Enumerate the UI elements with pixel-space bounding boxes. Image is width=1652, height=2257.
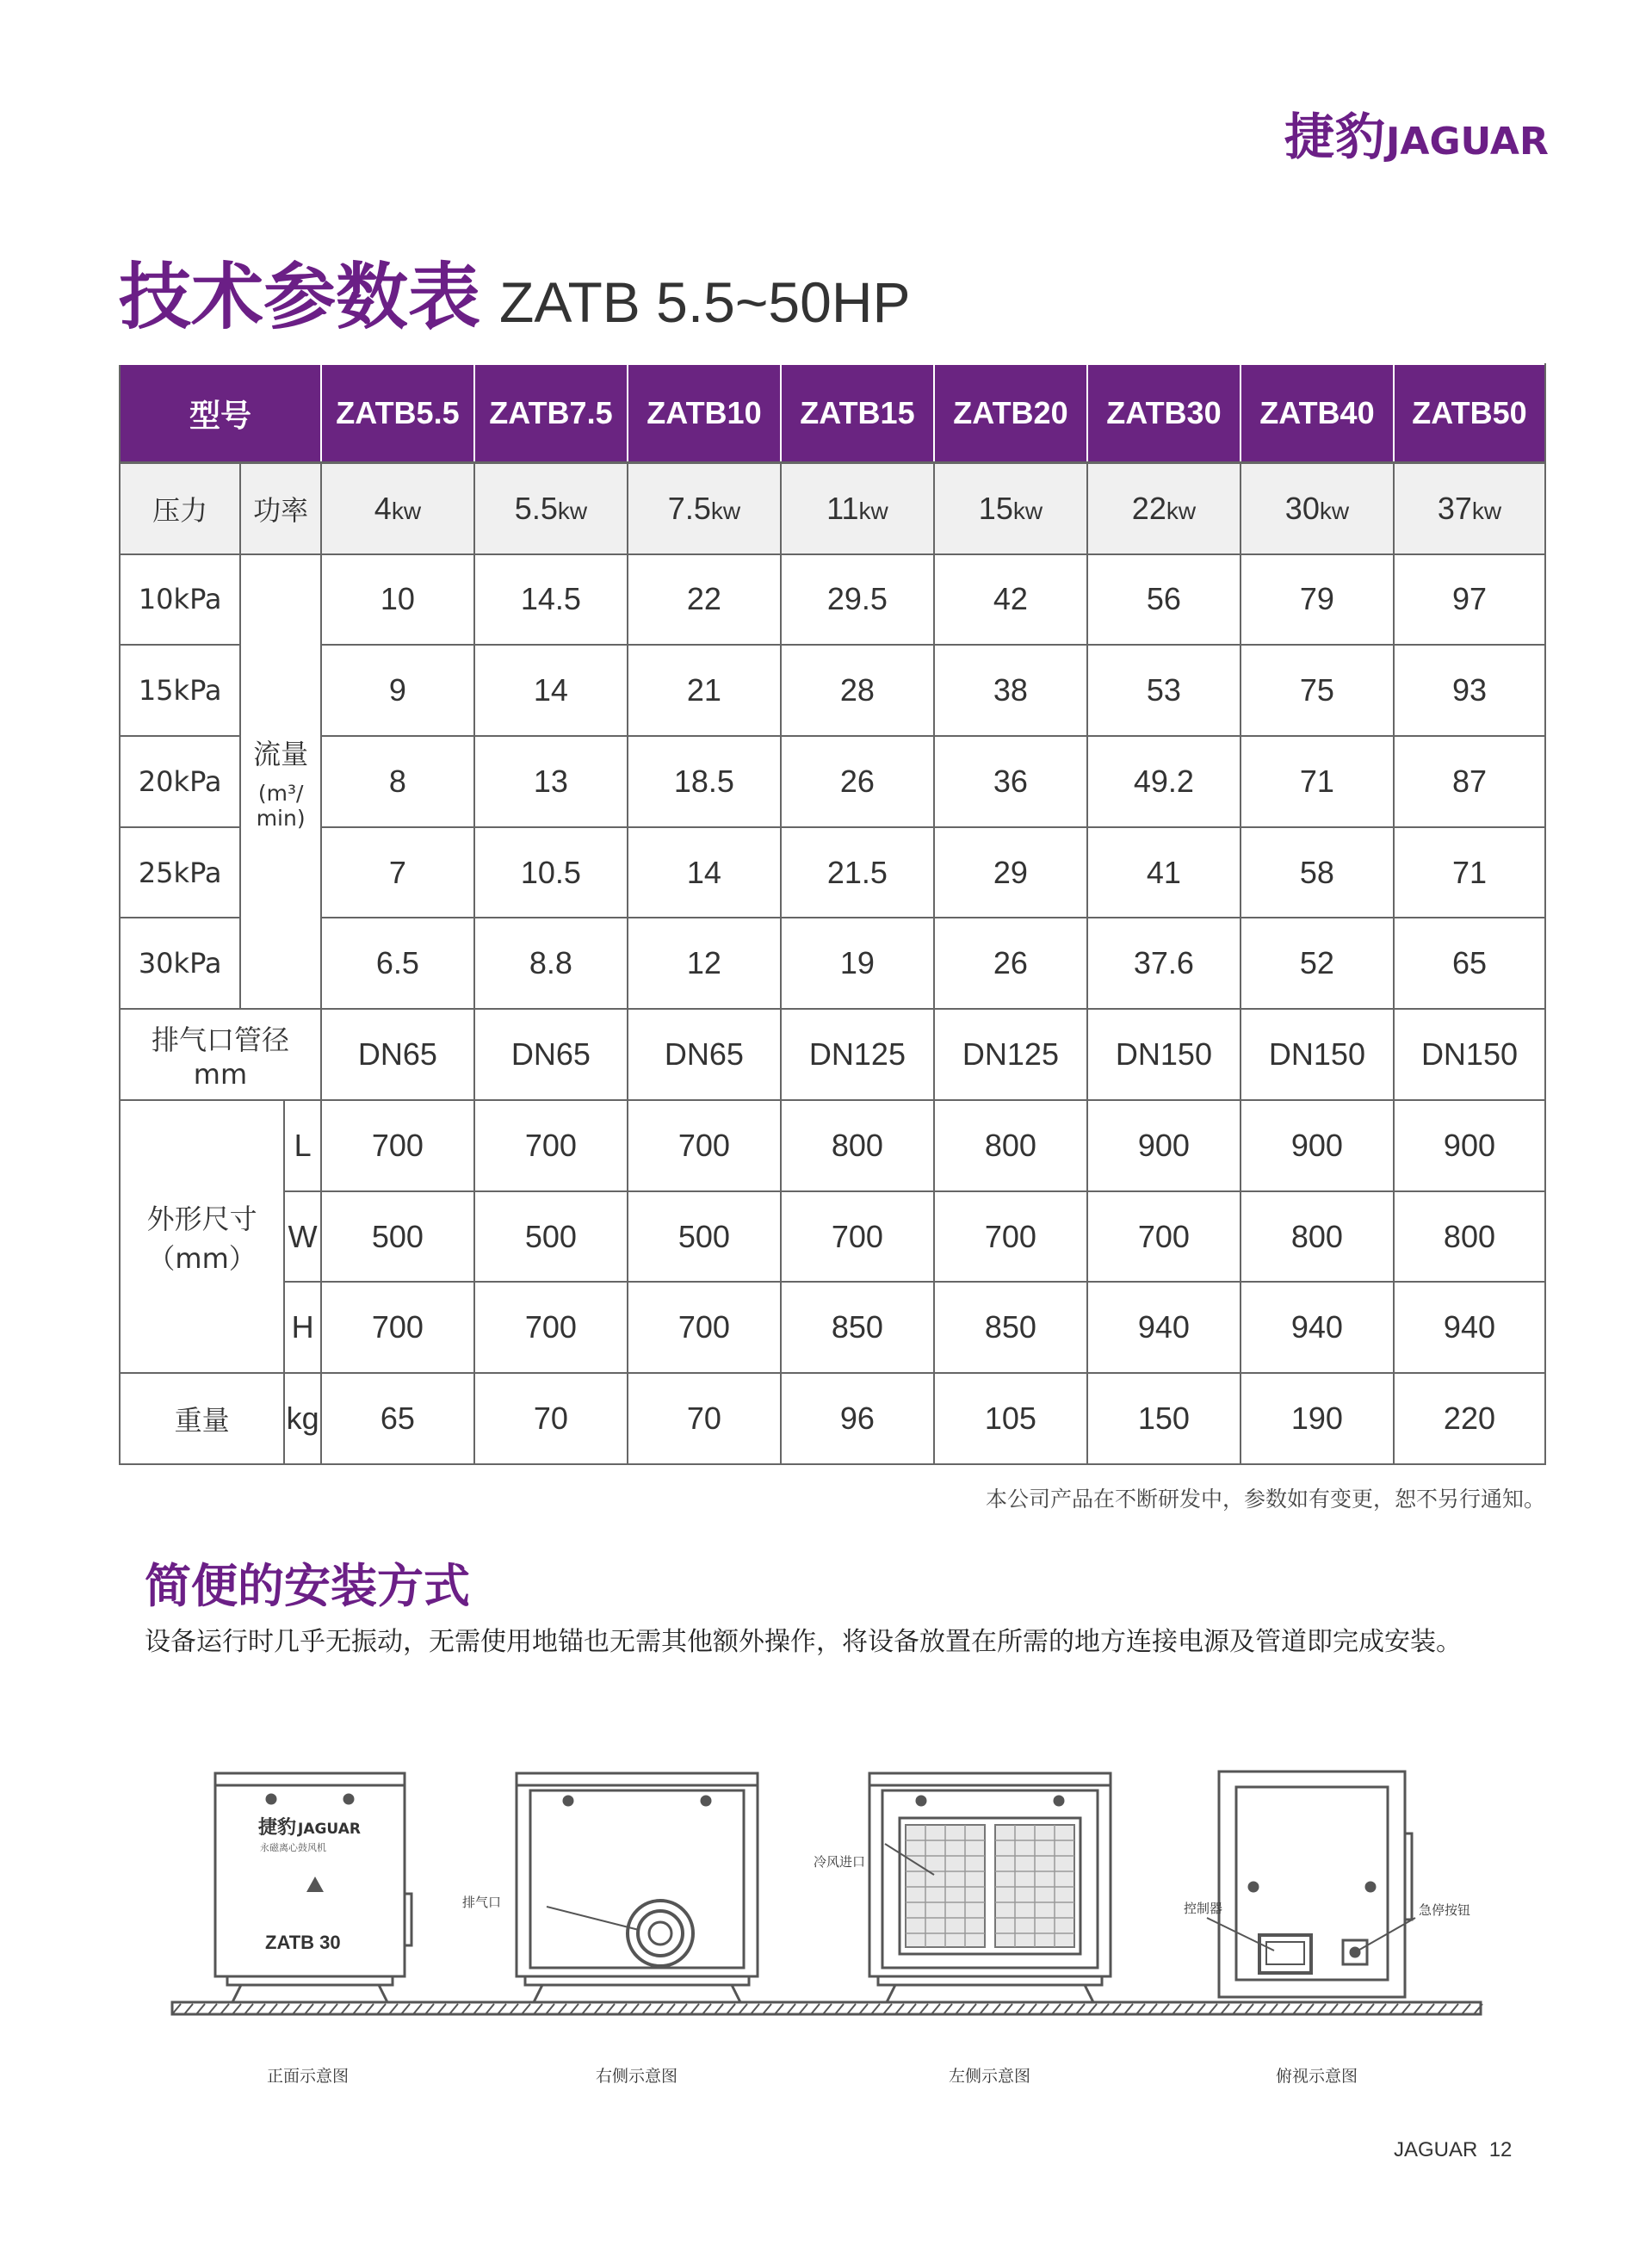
flow-cell: 53 — [1087, 645, 1241, 736]
brand-logo-cn: 捷豹 — [1284, 108, 1387, 166]
dim-cell: 700 — [934, 1191, 1087, 1283]
weight-unit: kg — [284, 1373, 321, 1464]
flow-cell: 71 — [1241, 736, 1394, 827]
right-callout: 排气口 — [462, 1895, 502, 1910]
outlet-label: 排气口管径 mm — [120, 1009, 321, 1100]
install-title: 简便的安装方式 — [145, 1559, 470, 1613]
dim-cell: 940 — [1394, 1282, 1545, 1373]
power-cell: 11kw — [781, 463, 934, 554]
power-cell: 30kw — [1241, 463, 1394, 554]
flow-label: 流量 — [253, 737, 309, 770]
flow-unit: (m³/ min) — [256, 780, 306, 831]
front-model-label: ZATB 30 — [265, 1932, 341, 1953]
flow-cell: 42 — [934, 554, 1087, 646]
flow-cell: 49.2 — [1087, 736, 1241, 827]
dim-cell: 800 — [934, 1100, 1087, 1191]
dim-cell: 700 — [781, 1191, 934, 1283]
flow-cell: 10 — [321, 554, 474, 646]
dim-cell: 700 — [628, 1100, 781, 1191]
outlet-cell: DN65 — [321, 1009, 474, 1100]
spec-table — [119, 363, 1546, 1465]
outlet-cell: DN125 — [934, 1009, 1087, 1100]
outlet-cell: DN65 — [628, 1009, 781, 1100]
pressure-cell: 25kPa — [120, 827, 240, 918]
left-caption: 左侧示意图 — [949, 2067, 1031, 2086]
flow-cell: 26 — [781, 736, 934, 827]
model-header: ZATB5.5 — [321, 364, 474, 463]
dim-axis: L — [284, 1100, 321, 1191]
flow-cell: 14.5 — [474, 554, 628, 646]
dim-cell: 700 — [474, 1282, 628, 1373]
dim-cell: 940 — [1241, 1282, 1394, 1373]
front-tagline: 永磁离心鼓风机 — [260, 1842, 326, 1853]
flow-cell: 79 — [1241, 554, 1394, 646]
dim-row — [120, 1282, 1545, 1373]
dim-cell: 800 — [1241, 1191, 1394, 1283]
flow-cell: 29.5 — [781, 554, 934, 646]
dim-cell: 700 — [474, 1100, 628, 1191]
weight-cell: 150 — [1087, 1373, 1241, 1464]
flow-cell: 58 — [1241, 827, 1394, 918]
model-header: ZATB7.5 — [474, 364, 628, 463]
flow-row — [120, 827, 1545, 918]
front-caption: 正面示意图 — [267, 2067, 350, 2086]
right-caption: 右侧示意图 — [596, 2067, 678, 2086]
dim-cell: 700 — [321, 1282, 474, 1373]
page-title — [119, 239, 911, 343]
dim-axis: W — [284, 1191, 321, 1283]
power-cell: 22kw — [1087, 463, 1241, 554]
dim-cell: 700 — [1087, 1191, 1241, 1283]
dim-cell: 700 — [321, 1100, 474, 1191]
dim-cell: 700 — [628, 1282, 781, 1373]
brand-logo-en: JAGUAR — [1386, 120, 1549, 164]
dim-cell: 500 — [474, 1191, 628, 1283]
model-header: ZATB20 — [934, 364, 1087, 463]
left-callout: 冷风进口 — [814, 1854, 866, 1870]
ground-line — [172, 2002, 1481, 2014]
dim-row — [120, 1100, 1545, 1191]
page-title-sub: ZATB 5.5~50HP — [499, 270, 911, 334]
flow-cell: 14 — [474, 645, 628, 736]
flow-cell: 65 — [1394, 918, 1545, 1009]
top-view-diagram — [1207, 1772, 1415, 1997]
weight-cell: 70 — [474, 1373, 628, 1464]
power-cell: 7.5kw — [628, 463, 781, 554]
outlet-row — [120, 1009, 1545, 1100]
right-view-diagram — [517, 1773, 758, 2002]
flow-row — [120, 554, 1545, 646]
flow-cell: 6.5 — [321, 918, 474, 1009]
dim-cell: 900 — [1241, 1100, 1394, 1191]
flow-cell: 52 — [1241, 918, 1394, 1009]
footer-brand: JAGUAR — [1394, 2138, 1478, 2161]
install-description: 设备运行时几乎无振动，无需使用地锚也无需其他额外操作，将设备放置在所需的地方连接电源及管道即完成安装。 — [145, 1627, 1462, 1657]
weight-cell: 96 — [781, 1373, 934, 1464]
dim-cell: 800 — [1394, 1191, 1545, 1283]
flow-cell: 93 — [1394, 645, 1545, 736]
top-callout-right: 急停按钮 — [1419, 1902, 1471, 1918]
flow-cell: 8.8 — [474, 918, 628, 1009]
model-header: ZATB10 — [628, 364, 781, 463]
pressure-cell: 20kPa — [120, 736, 240, 827]
weight-label: 重量 — [120, 1373, 284, 1464]
model-header: ZATB50 — [1394, 364, 1545, 463]
dim-cell: 500 — [321, 1191, 474, 1283]
outlet-cell: DN150 — [1394, 1009, 1545, 1100]
outlet-cell: DN150 — [1241, 1009, 1394, 1100]
flow-cell: 8 — [321, 736, 474, 827]
weight-cell: 105 — [934, 1373, 1087, 1464]
front-brand-cn: 捷豹 — [258, 1817, 297, 1839]
weight-cell: 65 — [321, 1373, 474, 1464]
flow-cell: 13 — [474, 736, 628, 827]
disclaimer-note: 本公司产品在不断研发中，参数如有变更，恕不另行通知。 — [985, 1487, 1545, 1512]
installation-diagrams — [155, 1747, 1498, 2109]
power-cell: 5.5kw — [474, 463, 628, 554]
flow-row — [120, 736, 1545, 827]
page-footer — [1394, 2138, 1512, 2162]
dim-axis: H — [284, 1282, 321, 1373]
dim-cell: 900 — [1087, 1100, 1241, 1191]
model-header: ZATB30 — [1087, 364, 1241, 463]
front-brand-en: JAGUAR — [298, 1821, 361, 1838]
dim-cell: 500 — [628, 1191, 781, 1283]
dim-row — [120, 1191, 1545, 1283]
flow-cell: 38 — [934, 645, 1087, 736]
weight-cell: 70 — [628, 1373, 781, 1464]
flow-cell: 10.5 — [474, 827, 628, 918]
power-row — [120, 463, 1545, 554]
page-title-cn: 技术参数表 — [119, 255, 481, 339]
brand-logo — [1284, 96, 1549, 169]
pressure-cell: 10kPa — [120, 554, 240, 646]
flow-cell: 21.5 — [781, 827, 934, 918]
flow-cell: 56 — [1087, 554, 1241, 646]
flow-cell: 18.5 — [628, 736, 781, 827]
pressure-cell: 30kPa — [120, 918, 240, 1009]
flow-cell: 22 — [628, 554, 781, 646]
pressure-cell: 15kPa — [120, 645, 240, 736]
power-cell: 4kw — [321, 463, 474, 554]
outlet-cell: DN125 — [781, 1009, 934, 1100]
power-cell: 15kw — [934, 463, 1087, 554]
flow-cell: 36 — [934, 736, 1087, 827]
flow-row — [120, 918, 1545, 1009]
flow-cell: 14 — [628, 827, 781, 918]
dim-label-cell — [120, 1100, 284, 1373]
flow-cell: 19 — [781, 918, 934, 1009]
flow-cell: 87 — [1394, 736, 1545, 827]
header-label: 型号 — [120, 364, 321, 463]
flow-cell: 21 — [628, 645, 781, 736]
model-header: ZATB40 — [1241, 364, 1394, 463]
page-number: 12 — [1488, 2138, 1513, 2161]
flow-cell: 71 — [1394, 827, 1545, 918]
left-view-diagram — [869, 1773, 1111, 2002]
dim-cell: 850 — [934, 1282, 1087, 1373]
flow-cell: 75 — [1241, 645, 1394, 736]
table-header-row — [120, 364, 1545, 463]
top-caption: 俯视示意图 — [1276, 2067, 1358, 2086]
dim-label: 外形尺寸 — [146, 1202, 257, 1235]
weight-cell: 190 — [1241, 1373, 1394, 1464]
dim-cell: 940 — [1087, 1282, 1241, 1373]
dim-cell: 850 — [781, 1282, 934, 1373]
dim-cell: 800 — [781, 1100, 934, 1191]
flow-cell: 29 — [934, 827, 1087, 918]
weight-cell: 220 — [1394, 1373, 1545, 1464]
dim-unit: （mm） — [147, 1241, 257, 1275]
power-label: 功率 — [240, 463, 321, 554]
top-callout-left: 控制器 — [1184, 1901, 1223, 1916]
flow-cell: 37.6 — [1087, 918, 1241, 1009]
dim-cell: 900 — [1394, 1100, 1545, 1191]
flow-cell: 9 — [321, 645, 474, 736]
model-header: ZATB15 — [781, 364, 934, 463]
flow-cell: 28 — [781, 645, 934, 736]
flow-cell: 97 — [1394, 554, 1545, 646]
outlet-cell: DN150 — [1087, 1009, 1241, 1100]
front-view-diagram — [215, 1773, 411, 2002]
flow-cell: 41 — [1087, 827, 1241, 918]
flow-cell: 26 — [934, 918, 1087, 1009]
flow-label-cell — [240, 554, 321, 1010]
outlet-cell: DN65 — [474, 1009, 628, 1100]
flow-cell: 7 — [321, 827, 474, 918]
flow-cell: 12 — [628, 918, 781, 1009]
pressure-label: 压力 — [120, 463, 240, 554]
weight-row — [120, 1373, 1545, 1464]
power-cell: 37kw — [1394, 463, 1545, 554]
flow-row — [120, 645, 1545, 736]
